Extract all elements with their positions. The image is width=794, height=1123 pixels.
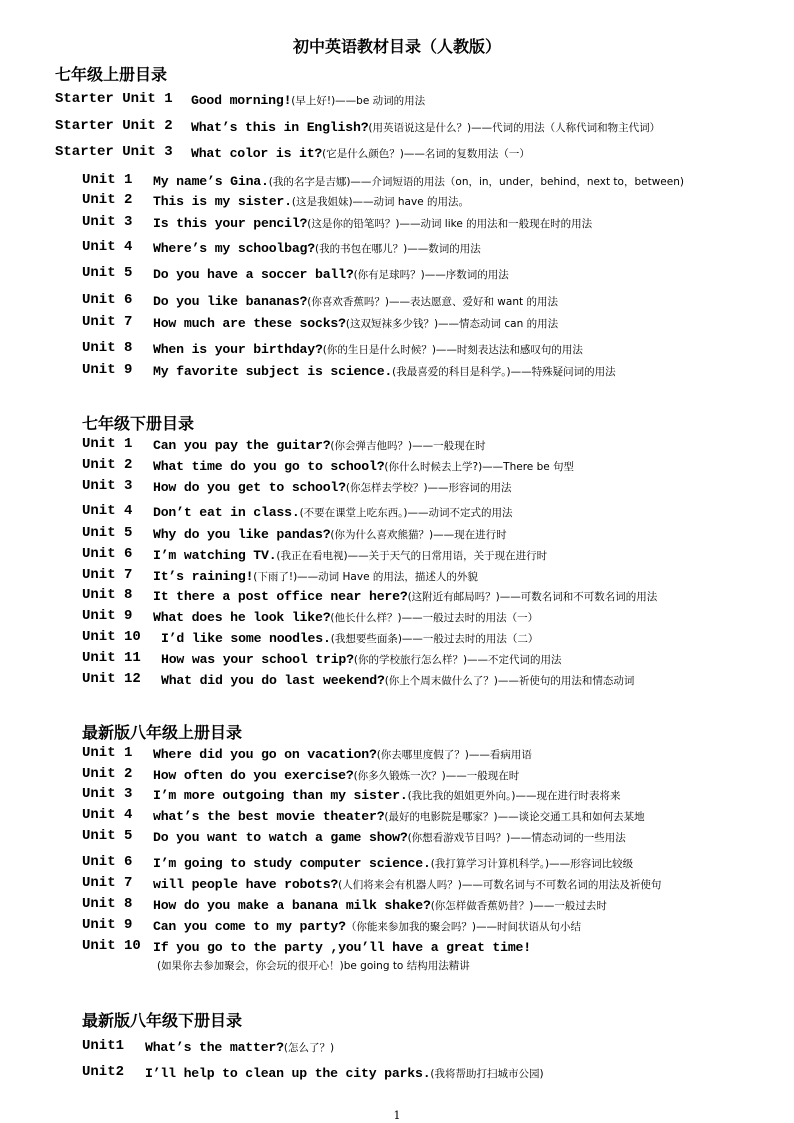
unit-entry xyxy=(82,606,774,626)
unit-entry xyxy=(82,455,774,475)
unit-description: (这是你的铅笔吗？)——动词 like 的用法和一般现在时的用法 xyxy=(307,218,593,230)
unit-description: (你有足球吗？)——序数词的用法 xyxy=(353,269,509,281)
page-number: 1 xyxy=(393,1109,401,1122)
unit-label: Unit 9 xyxy=(82,917,133,933)
unit-entry xyxy=(82,523,774,543)
unit-label: Unit 8 xyxy=(82,587,133,603)
unit-label: Unit 7 xyxy=(82,567,133,583)
unit-title: How much are these socks? xyxy=(153,316,346,331)
unit-label: Unit 6 xyxy=(82,546,133,562)
unit-title: I’m more outgoing than my sister. xyxy=(153,788,408,803)
unit-description: (怎么了？) xyxy=(283,1042,335,1054)
unit-entry xyxy=(82,627,774,647)
unit-description: (你去哪里度假了？)——看病用语 xyxy=(376,749,532,761)
unit-label: Unit 1 xyxy=(82,172,133,188)
unit-description: (早上好!)——be 动词的用法 xyxy=(291,95,426,107)
unit-label: Unit 2 xyxy=(82,457,133,473)
unit-title: Don’t eat in class. xyxy=(153,505,300,520)
unit-description: （你能来参加我的聚会吗？)——时间状语从句小结 xyxy=(345,921,581,933)
unit-title: what’s the best movie theater? xyxy=(153,809,385,824)
unit-description: (不要在课堂上吃东西。)——动词不定式的用法 xyxy=(299,507,513,519)
unit-label: Unit 4 xyxy=(82,807,133,823)
unit-title: When is your birthday? xyxy=(153,342,323,357)
unit-title: Do you have a soccer ball? xyxy=(153,267,354,282)
unit-title: Where did you go on vacation? xyxy=(153,747,377,762)
unit-label: Unit 9 xyxy=(82,608,133,624)
unit-label: Unit 2 xyxy=(82,766,133,782)
unit-label: Unit 12 xyxy=(82,671,141,687)
unit-entry xyxy=(82,915,774,935)
unit-title: How do you get to school? xyxy=(153,480,346,495)
unit-label: Starter Unit 3 xyxy=(55,144,173,160)
unit-description: (你为什么喜欢熊猫？)——现在进行时 xyxy=(330,529,507,541)
unit-description: (我将帮助打扫城市公园) xyxy=(430,1068,544,1080)
unit-entry xyxy=(82,565,774,585)
unit-entry xyxy=(82,170,774,190)
unit-label: Unit1 xyxy=(82,1038,125,1054)
unit-title: It’s raining! xyxy=(153,569,254,584)
unit-label: Unit 10 xyxy=(82,629,141,645)
unit-label: Unit 7 xyxy=(82,875,133,891)
unit-description: (他长什么样？)——一般过去时的用法（一） xyxy=(330,612,539,624)
unit-entry xyxy=(82,743,774,763)
unit-description: (人们将来会有机器人吗？)——可数名词与不可数名词的用法及祈使句 xyxy=(338,879,662,891)
unit-entry xyxy=(55,89,774,109)
unit-description: (这附近有邮局吗？)——可数名词和不可数名词的用法 xyxy=(407,591,658,603)
unit-title: Can you pay the guitar? xyxy=(153,438,331,453)
unit-title: What did you do last weekend? xyxy=(161,673,385,688)
unit-description: (你什么时候去上学?)——There be 句型 xyxy=(384,461,575,473)
unit-description: (这是我姐妹)——动词 have 的用法。 xyxy=(291,196,469,208)
unit-title: It there a post office near here? xyxy=(153,589,408,604)
unit-entry xyxy=(82,476,774,496)
unit-entry xyxy=(82,894,774,914)
unit-description: (你喜欢香蕉吗？)——表达愿意、爱好和 want 的用法 xyxy=(307,296,558,308)
unit-description: (下雨了!)——动词 Have 的用法，描述人的外貌 xyxy=(253,571,478,583)
unit-title: I’d like some noodles. xyxy=(161,631,331,646)
unit-title: What’s the matter? xyxy=(145,1040,284,1055)
unit-entry xyxy=(82,669,774,689)
unit-description: (你的生日是什么时候？)——时刻表达法和感叹句的用法 xyxy=(322,344,583,356)
unit-label: Unit 1 xyxy=(82,436,133,452)
unit-description: (你想看游戏节目吗？)——情态动词的一些用法 xyxy=(407,832,626,844)
unit-label: Unit 5 xyxy=(82,265,133,281)
unit-label: Unit 3 xyxy=(82,786,133,802)
unit-entry xyxy=(55,116,774,136)
unit-title: My favorite subject is science. xyxy=(153,364,393,379)
unit-label: Unit 3 xyxy=(82,478,133,494)
unit-title: Do you like bananas? xyxy=(153,294,308,309)
unit-entry xyxy=(82,434,774,454)
unit-title: will people have robots? xyxy=(153,877,339,892)
unit-description: (你怎样去学校？)——形容词的用法 xyxy=(345,482,512,494)
unit-label: Unit 5 xyxy=(82,525,133,541)
unit-title: How do you make a banana milk shake? xyxy=(153,898,431,913)
unit-entry xyxy=(82,237,774,257)
unit-label: Unit 7 xyxy=(82,314,133,330)
section-heading: 最新版八年级上册目录 xyxy=(82,723,243,742)
unit-description: (你会弹吉他吗？)——一般现在时 xyxy=(330,440,486,452)
unit-title: What does he look like? xyxy=(153,610,331,625)
unit-title: What time do you go to school? xyxy=(153,459,385,474)
unit-description: (我的书包在哪儿？)——数词的用法 xyxy=(315,243,481,255)
unit-entry xyxy=(82,826,774,846)
unit-entry xyxy=(82,805,774,825)
unit-description: (我正在看电视)——关于天气的日常用语，关于现在进行时 xyxy=(276,550,548,562)
unit-label: Unit 6 xyxy=(82,854,133,870)
unit-label: Unit2 xyxy=(82,1064,125,1080)
unit-entry xyxy=(82,852,774,872)
unit-description: (用英语说这是什么？)——代词的用法（人称代词和物主代词） xyxy=(368,122,661,134)
unit-description: (你多久锻炼一次？)——一般现在时 xyxy=(353,770,520,782)
unit-entry xyxy=(82,338,774,358)
unit-description: (我想要些面条)——一般过去时的用法（二） xyxy=(330,633,539,645)
section-heading: 七年级上册目录 xyxy=(55,65,168,84)
unit-entry xyxy=(82,648,774,668)
unit-entry xyxy=(55,142,774,162)
unit-label: Unit 9 xyxy=(82,362,133,378)
unit-label: Unit 5 xyxy=(82,828,133,844)
unit-entry xyxy=(82,263,774,283)
document-title: 初中英语教材目录（人教版） xyxy=(292,37,501,56)
unit-title: Do you want to watch a game show? xyxy=(153,830,408,845)
unit-description: (你的学校旅行怎么样？)——不定代词的用法 xyxy=(353,654,562,666)
unit-description: (我的名字是吉娜)——介词短语的用法（on，in，under，behind，next to，between) xyxy=(268,176,684,188)
unit-entry xyxy=(82,212,774,232)
unit-entry xyxy=(82,544,774,564)
unit-description: (最好的电影院是哪家？)——谈论交通工具和如何去某地 xyxy=(384,811,645,823)
unit-entry xyxy=(82,764,774,784)
unit-entry xyxy=(82,501,774,521)
unit-10-note: (如果你去参加聚会，你会玩的很开心！)be going to 结构用法精讲 xyxy=(157,960,470,972)
unit-title: Is this your pencil? xyxy=(153,216,308,231)
unit-label: Unit 11 xyxy=(82,650,141,666)
unit-description: (我最喜爱的科目是科学。)——特殊疑问词的用法 xyxy=(392,366,616,378)
unit-entry xyxy=(82,585,774,605)
unit-entry xyxy=(82,290,774,310)
unit-title: This is my sister. xyxy=(153,194,292,209)
unit-label: Starter Unit 2 xyxy=(55,118,173,134)
unit-title: Where’s my schoolbag? xyxy=(153,241,315,256)
unit-title: Good morning! xyxy=(191,93,292,108)
unit-entry xyxy=(82,1036,774,1056)
unit-title: I’m going to study computer science. xyxy=(153,856,431,871)
unit-entry xyxy=(82,360,774,380)
unit-entry xyxy=(82,936,774,956)
unit-entry xyxy=(82,873,774,893)
unit-label: Unit 10 xyxy=(82,938,141,954)
unit-description: (你怎样做香蕉奶昔？)——一般过去时 xyxy=(430,900,607,912)
unit-title: I’ll help to clean up the city parks. xyxy=(145,1066,431,1081)
unit-label: Unit 6 xyxy=(82,292,133,308)
unit-entry xyxy=(82,190,774,210)
unit-description: (你上个周末做什么了？)——祈使句的用法和情态动词 xyxy=(384,675,635,687)
unit-label: Unit 8 xyxy=(82,340,133,356)
unit-label: Starter Unit 1 xyxy=(55,91,173,107)
section-heading: 最新版八年级下册目录 xyxy=(82,1011,243,1030)
section-heading: 七年级下册目录 xyxy=(82,414,195,433)
unit-entry xyxy=(82,312,774,332)
unit-title: My name’s Gina. xyxy=(153,174,269,189)
unit-title: How often do you exercise? xyxy=(153,768,354,783)
unit-title: Why do you like pandas? xyxy=(153,527,331,542)
unit-description: (这双短袜多少钱？)——情态动词 can 的用法 xyxy=(345,318,559,330)
unit-title: If you go to the party ,you’ll have a great time! xyxy=(153,940,531,955)
unit-label: Unit 8 xyxy=(82,896,133,912)
unit-title: What’s this in English? xyxy=(191,120,369,135)
unit-label: Unit 3 xyxy=(82,214,133,230)
unit-label: Unit 4 xyxy=(82,239,133,255)
unit-description: (我比我的姐姐更外向。)——现在进行时表将来 xyxy=(407,790,621,802)
unit-title: I’m watching TV. xyxy=(153,548,277,563)
unit-title: What color is it? xyxy=(191,146,323,161)
unit-description: (它是什么颜色？)——名词的复数用法（一） xyxy=(322,148,530,160)
unit-label: Unit 4 xyxy=(82,503,133,519)
unit-label: Unit 2 xyxy=(82,192,133,208)
unit-description: (我打算学习计算机科学。)——形容词比较级 xyxy=(430,858,634,870)
unit-entry xyxy=(82,1062,774,1082)
unit-entry xyxy=(82,784,774,804)
unit-title: How was your school trip? xyxy=(161,652,354,667)
unit-label: Unit 1 xyxy=(82,745,133,761)
unit-title: Can you come to my party? xyxy=(153,919,346,934)
